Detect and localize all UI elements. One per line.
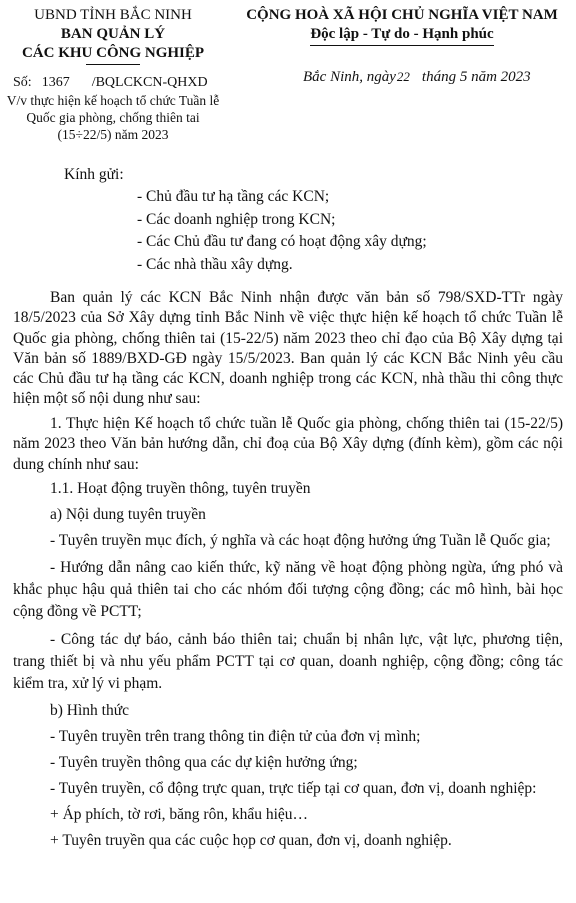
national-header xyxy=(228,6,576,46)
intro-paragraph: Ban quản lý các KCN Bắc Ninh nhận được văn bản số 798/SXD-TTr ngày 18/5/2023 của Sở Xây dựng tỉnh Bắc Ninh về việc thực hiện kế hoạch tổ chức Tuần lễ Quốc gia phòng, chống thiên tai (15-22/5) năm 2023 theo chỉ đạo của Bộ Xây dựng tại Văn bản số 1889/BXD-GĐ ngày 15/5/2023. Ban quản lý các KCN Bắc Ninh yêu cầu các Chủ đầu tư hạ tầng các KCN, doanh nghiệp trong các KCN, nhà thầu thi công thực hiện một số nội dung như sau: xyxy=(13,289,563,408)
addressee-item: - Các doanh nghiệp trong KCN; xyxy=(137,210,336,228)
item-1-paragraph: 1. Thực hiện Kế hoạch tổ chức tuần lễ Quốc gia phòng, chống thiên tai (15-22/5) năm 2023 theo Văn bản hướng dẫn, chỉ đoạ của Bộ Xây dựng (đính kèm), gồm các nội dung chính như sau: xyxy=(13,414,563,473)
number-label: Số: xyxy=(13,75,32,90)
number-value: 1367 xyxy=(41,75,70,90)
addressee-label: Kính gửi: xyxy=(64,166,124,183)
section-a-item: - Hướng dẫn nâng cao kiến thức, kỹ năng về hoạt động phòng ngừa, ứng phó và khắc phục hậu quả thiên tai cho các nhóm đối tượng cộng đồng; các mô hình, bài học cộng đồng về PCTT; xyxy=(13,559,563,621)
agency-parent: UBND TỈNH BẮC NINH xyxy=(34,7,192,23)
addressee-item: - Các Chủ đầu tư đang có hoạt động xây dựng; xyxy=(137,233,427,250)
addressee-list xyxy=(137,186,427,276)
section-b-heading: b) Hình thức xyxy=(50,702,129,720)
section-a-item: - Tuyên truyền mục đích, ý nghĩa và các hoạt động hưởng ứng Tuần lễ Quốc gia; xyxy=(50,532,551,550)
date-month-year: tháng 5 năm 2023 xyxy=(421,69,531,85)
section-a-heading: a) Nội dung tuyên truyền xyxy=(50,506,206,524)
section-b-subitem: + Áp phích, tờ rơi, băng rôn, khẩu hiệu… xyxy=(50,806,309,824)
agency-name-line1: BAN QUẢN LÝ xyxy=(60,26,166,42)
place-and-date xyxy=(303,67,531,87)
national-motto: Độc lập - Tự do - Hạnh phúc xyxy=(310,25,493,46)
number-code: /BQLCKCN-QHXD xyxy=(91,75,208,90)
section-a-item: - Công tác dự báo, cảnh báo thiên tai; chuẩn bị nhân lực, vật lực, phương tiện, trang thiết bị và nhu yếu phẩm PCTT tại cơ quan, doanh nghiệp, cộng đồng; công tác kiểm tra, xử lý vi phạm. xyxy=(13,631,563,693)
section-b-subitem: + Tuyên truyền qua các cuộc họp cơ quan, đơn vị, doanh nghiệp. xyxy=(50,832,452,850)
national-title: CỘNG HOÀ XÃ HỘI CHỦ NGHĨA VIỆT NAM xyxy=(246,7,558,23)
section-b-item: - Tuyên truyền thông qua các dự kiện hưởng ứng; xyxy=(50,754,358,772)
addressee-item: - Chủ đầu tư hạ tầng các KCN; xyxy=(137,188,330,205)
section-b-item: - Tuyên truyền, cổ động trực quan, trực tiếp tại cơ quan, đơn vị, doanh nghiệp: xyxy=(50,780,537,798)
document-body xyxy=(13,288,563,851)
section-b-item: - Tuyên truyền trên trang thông tin điện tử của đơn vị mình; xyxy=(50,728,421,746)
agency-name-line2: CÁC KHU CÔNG NGHIỆP xyxy=(21,45,205,61)
issuing-agency-header xyxy=(0,6,226,65)
place: Bắc Ninh, ngày xyxy=(303,69,396,85)
date-day: 22 xyxy=(396,69,410,84)
document-subject: V/v thực hiện kế hoạch tổ chức Tuần lễ Quốc gia phòng, chống thiên tai (15÷22/5) năm 2023 xyxy=(6,93,220,142)
addressee-item: - Các nhà thầu xây dựng. xyxy=(137,255,293,273)
item-1-1-heading: 1.1. Hoạt động truyền thông, tuyên truyền xyxy=(50,480,311,498)
document-number xyxy=(13,74,208,91)
agency-divider xyxy=(86,64,140,65)
